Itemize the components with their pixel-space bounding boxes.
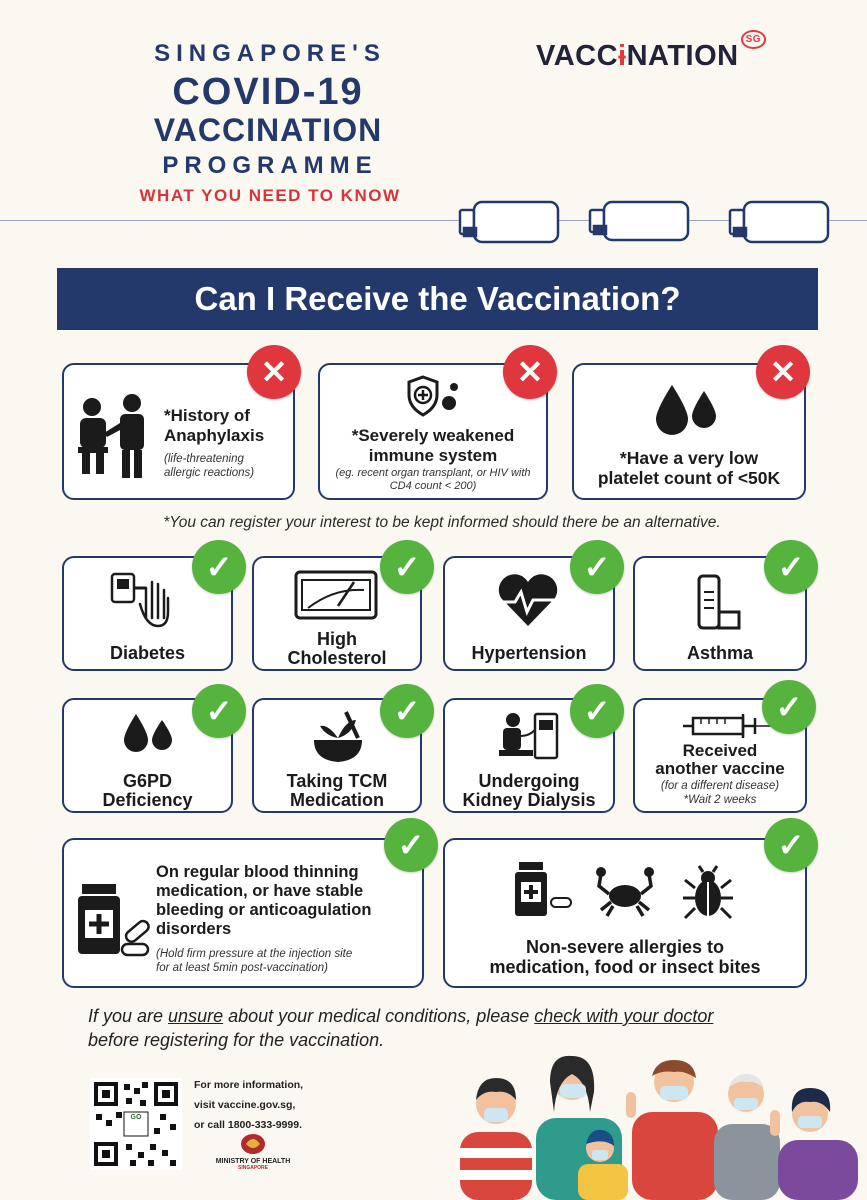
ministry-label (208, 1158, 298, 1171)
footer-post: before registering for the vaccination. (88, 1030, 385, 1051)
ministry-crest-icon (238, 1130, 268, 1156)
label-blood-1: On regular blood thinning (156, 863, 359, 881)
contact-info (194, 1076, 344, 1136)
label-tcm-1: Taking TCM (286, 771, 388, 791)
check-icon: ✓ (192, 540, 246, 594)
sub-vaccine-2: *Wait 2 weeks (683, 794, 757, 806)
check-icon: ✓ (384, 818, 438, 872)
main-heading: Can I Receive the Vaccination? (57, 268, 818, 330)
label-g6pd-2: Deficiency (102, 790, 193, 810)
label-cholesterol-1: High (317, 629, 357, 649)
check-icon: ✓ (570, 684, 624, 738)
family-illustration (452, 1052, 867, 1200)
title-line-1: SINGAPORE'S (154, 40, 386, 67)
title-line-2: COVID-19 (172, 71, 364, 113)
syringe-i-icon: ɨ (618, 40, 627, 72)
footer-advice (88, 1004, 808, 1053)
label-anaphylaxis-1: *History of (164, 406, 250, 425)
check-icon: ✓ (570, 540, 624, 594)
sub-anaphylaxis: (life-threatening allergic reactions) (164, 453, 255, 479)
register-note: *You can register your interest to be kept informed should there be an alternative. (163, 514, 721, 531)
label-allergies-2: medication, food or insect bites (489, 957, 761, 977)
label-cholesterol-2: Cholesterol (287, 648, 387, 668)
title-line-3: VACCINATION (153, 112, 383, 148)
label-tcm-2: Medication (289, 790, 384, 810)
footer-mid: about your medical conditions, please (223, 1006, 535, 1026)
blood-drops-icon (652, 379, 722, 439)
cross-icon: ✕ (247, 345, 301, 399)
qr-logo-label: GO (130, 1114, 142, 1121)
label-blood-3: bleeding or anticoagulation (156, 901, 372, 919)
tagline: WHAT YOU NEED TO KNOW (139, 186, 401, 205)
label-allergies-1: Non-severe allergies to (525, 937, 725, 957)
label-blood-2: medication, or have stable (156, 882, 364, 900)
sub-vaccine-1: (for a different disease) (660, 780, 780, 792)
sub-blood-1: (Hold firm pressure at the injection site (156, 948, 353, 960)
label-immune-1: *Severely weakened (351, 426, 515, 445)
info-line-2[interactable]: visit vaccine.gov.sg, (194, 1098, 296, 1111)
vaccination-sg-logo (536, 34, 766, 73)
cross-icon: ✕ (756, 345, 810, 399)
check-icon: ✓ (762, 680, 816, 734)
label-hypertension: Hypertension (471, 643, 587, 663)
glucose-meter-icon (110, 568, 180, 628)
brand-prefix: VACC (536, 40, 619, 72)
label-anaphylaxis-2: Anaphylaxis (164, 426, 265, 445)
dialysis-machine-icon (495, 706, 565, 766)
label-immune-2: immune system (368, 446, 498, 465)
label-platelet-1: *Have a very low (619, 448, 759, 468)
medicine-bottle-icon (78, 882, 158, 962)
blood-drops-icon (120, 710, 180, 760)
info-line-1: For more information, (194, 1079, 304, 1091)
check-icon: ✓ (380, 684, 434, 738)
cross-icon: ✕ (503, 345, 557, 399)
label-dialysis-1: Undergoing (478, 771, 580, 791)
sub-blood-2: for at least 5min post-vaccination) (156, 962, 328, 974)
footer-check-doctor: check with your doctor (534, 1006, 714, 1026)
label-vaccine-2: another vaccine (655, 759, 785, 778)
ministry-line-2: SINGAPORE (237, 1165, 268, 1171)
footer-unsure: unsure (168, 1006, 224, 1026)
footer-pre: If you are (88, 1006, 169, 1026)
card-allergies (443, 838, 807, 988)
label-g6pd-1: G6PD (122, 771, 173, 791)
info-line-3[interactable]: or call 1800-333-9999. (194, 1118, 302, 1131)
brand-badge: SG (741, 30, 766, 49)
shield-virus-icon (405, 373, 465, 423)
sub-immune: (eg. recent organ transplant, or HIV with CD4 count < 200) (335, 467, 531, 493)
label-asthma: Asthma (686, 643, 753, 663)
heart-rate-icon (495, 570, 565, 630)
label-platelet-2: platelet count of <50K (597, 468, 781, 488)
bug-icon (683, 866, 733, 922)
herbal-bowl-icon (308, 706, 368, 766)
inhaler-icon (693, 572, 753, 632)
check-icon: ✓ (764, 818, 818, 872)
check-icon: ✓ (764, 540, 818, 594)
brand-suffix: NATION (626, 40, 739, 72)
check-icon: ✓ (192, 684, 246, 738)
doctor-patient-icon (74, 393, 154, 483)
label-diabetes: Diabetes (109, 643, 186, 663)
crab-icon (595, 864, 655, 920)
label-blood-4: disorders (156, 920, 232, 938)
card-blood-thinning (62, 838, 424, 988)
label-vaccine-1: Received (682, 741, 758, 760)
label-dialysis-2: Kidney Dialysis (462, 790, 596, 810)
ministry-line-1: MINISTRY OF HEALTH (215, 1158, 291, 1165)
check-icon: ✓ (380, 540, 434, 594)
medicine-bottle-icon (515, 862, 575, 922)
vial-icons (440, 190, 860, 250)
title-line-4: PROGRAMME (162, 152, 378, 179)
cholesterol-gauge-icon (294, 568, 384, 624)
qr-code[interactable] (90, 1078, 182, 1170)
